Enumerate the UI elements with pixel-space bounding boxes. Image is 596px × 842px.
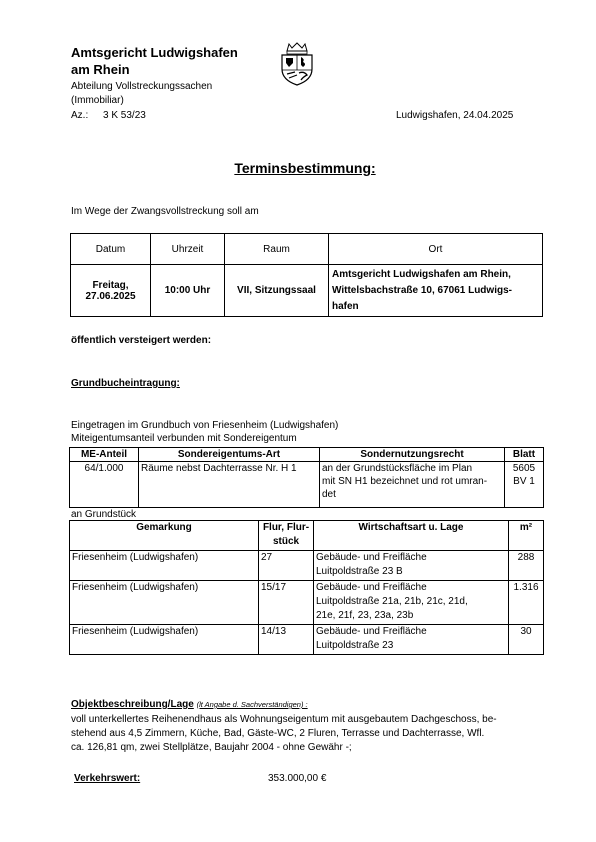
gemarkung: Friesenheim (Ludwigshafen) <box>70 581 259 625</box>
intro-text: Im Wege der Zwangsvollstreckung soll am <box>71 206 259 217</box>
flur-header-line2: stück <box>272 536 300 547</box>
blatt-line2: BV 1 <box>513 476 535 487</box>
col-header-sondereigentum: Sondereigentums-Art <box>139 448 320 462</box>
lage-line2: Luitpoldstraße 23 B <box>316 566 403 577</box>
area: 1.316 <box>509 581 544 625</box>
table-row <box>70 581 544 625</box>
department: Abteilung Vollstreckungssachen <box>71 81 213 92</box>
lage-line3: 21e, 21f, 23, 23a, 23b <box>316 610 414 621</box>
flur-header-line1: Flur, Flur- <box>262 522 310 533</box>
me-anteil: 64/1.000 <box>70 462 139 508</box>
recht-line2: mit SN H1 bezeichnet und rot umran- <box>322 476 488 487</box>
table-row <box>70 551 544 581</box>
department-sub: (Immobiliar) <box>71 95 124 106</box>
table-row <box>70 625 544 655</box>
date-line2: 27.06.2025 <box>85 290 136 302</box>
gemarkung: Friesenheim (Ludwigshafen) <box>70 625 259 655</box>
page-title: Terminsbestimmung: <box>234 160 376 176</box>
col-header-wirtschaftsart: Wirtschaftsart u. Lage <box>314 521 509 551</box>
sondernutzungsrecht <box>320 462 505 508</box>
lage-line1: Gebäude- und Freifläche <box>316 582 427 593</box>
col-header-me-anteil: ME-Anteil <box>70 448 139 462</box>
recht-line3: det <box>322 489 336 500</box>
court-name-line1: Amtsgericht Ludwigshafen <box>71 45 238 60</box>
verkehrswert-label: Verkehrswert: <box>74 773 141 784</box>
col-header-area: m² <box>509 521 544 551</box>
appointment-time: 10:00 Uhr <box>151 265 225 317</box>
place-line2: Wittelsbachstraße 10, 67061 Ludwigs- <box>332 284 512 296</box>
place-date: Ludwigshafen, 24.04.2025 <box>396 110 514 121</box>
col-header-blatt: Blatt <box>505 448 544 462</box>
blatt <box>505 462 544 508</box>
objekt-line3: ca. 126,81 qm, zwei Stellplätze, Baujahr 2004 - ohne Gewähr -; <box>71 742 352 753</box>
col-header-flur <box>259 521 314 551</box>
col-header-room: Raum <box>225 234 329 265</box>
verkehrswert-value: 353.000,00 € <box>268 773 327 784</box>
appointment-place <box>329 265 543 317</box>
wirtschaftsart <box>314 625 509 655</box>
plot-table <box>69 520 544 655</box>
wirtschaftsart <box>314 551 509 581</box>
objekt-line2: stehend aus 4,5 Zimmern, Küche, Bad, Gäste-WC, 2 Fluren, Terrasse und Dachterrasse, Wfl. <box>71 728 485 739</box>
an-grundstueck: an Grundstück <box>71 509 137 520</box>
place-line3: hafen <box>332 300 359 312</box>
objekt-heading: Objektbeschreibung/Lage <box>71 699 194 710</box>
col-header-date: Datum <box>71 234 151 265</box>
wirtschaftsart <box>314 581 509 625</box>
col-header-time: Uhrzeit <box>151 234 225 265</box>
court-name-line2: am Rhein <box>71 62 130 77</box>
grundbuch-line2: Miteigentumsanteil verbunden mit Sondereigentum <box>71 433 297 444</box>
objekt-heading-row <box>71 699 308 710</box>
col-header-place: Ort <box>329 234 543 265</box>
sondereigentum-art: Räume nebst Dachterrasse Nr. H 1 <box>139 462 320 508</box>
lage-line1: Gebäude- und Freifläche <box>316 626 427 637</box>
grundbuch-heading: Grundbucheintragung: <box>71 378 180 389</box>
lage-line1: Gebäude- und Freifläche <box>316 552 427 563</box>
flurstueck: 27 <box>259 551 314 581</box>
col-header-sondernutzungsrecht: Sondernutzungsrecht <box>320 448 505 462</box>
case-number-label: Az.: <box>71 110 89 121</box>
area: 288 <box>509 551 544 581</box>
appointment-room: VII, Sitzungssaal <box>225 265 329 317</box>
appointment-date <box>71 265 151 317</box>
grundbuch-line1: Eingetragen im Grundbuch von Friesenheim (Ludwigshafen) <box>71 420 339 431</box>
coat-of-arms-icon <box>279 42 315 86</box>
ownership-share-table <box>69 447 544 508</box>
recht-line1: an der Grundstücksfläche im Plan <box>322 463 473 474</box>
appointment-table <box>70 233 543 317</box>
auction-text: öffentlich versteigert werden: <box>71 335 212 346</box>
objekt-line1: voll unterkellertes Reihenendhaus als Wohnungseigentum mit ausgebautem Dachgeschoss, be- <box>71 714 497 725</box>
flurstueck: 15/17 <box>259 581 314 625</box>
gemarkung: Friesenheim (Ludwigshafen) <box>70 551 259 581</box>
date-line1: Freitag, <box>92 279 129 291</box>
area: 30 <box>509 625 544 655</box>
place-line1: Amtsgericht Ludwigshafen am Rhein, <box>332 268 511 280</box>
flurstueck: 14/13 <box>259 625 314 655</box>
lage-line2: Luitpoldstraße 23 <box>316 640 394 651</box>
blatt-line1: 5605 <box>512 463 536 474</box>
case-number: 3 K 53/23 <box>103 110 146 121</box>
lage-line2: Luitpoldstraße 21a, 21b, 21c, 21d, <box>316 596 468 607</box>
objekt-note: (lt Angabe d. Sachverständigen) : <box>196 700 308 709</box>
col-header-gemarkung: Gemarkung <box>70 521 259 551</box>
